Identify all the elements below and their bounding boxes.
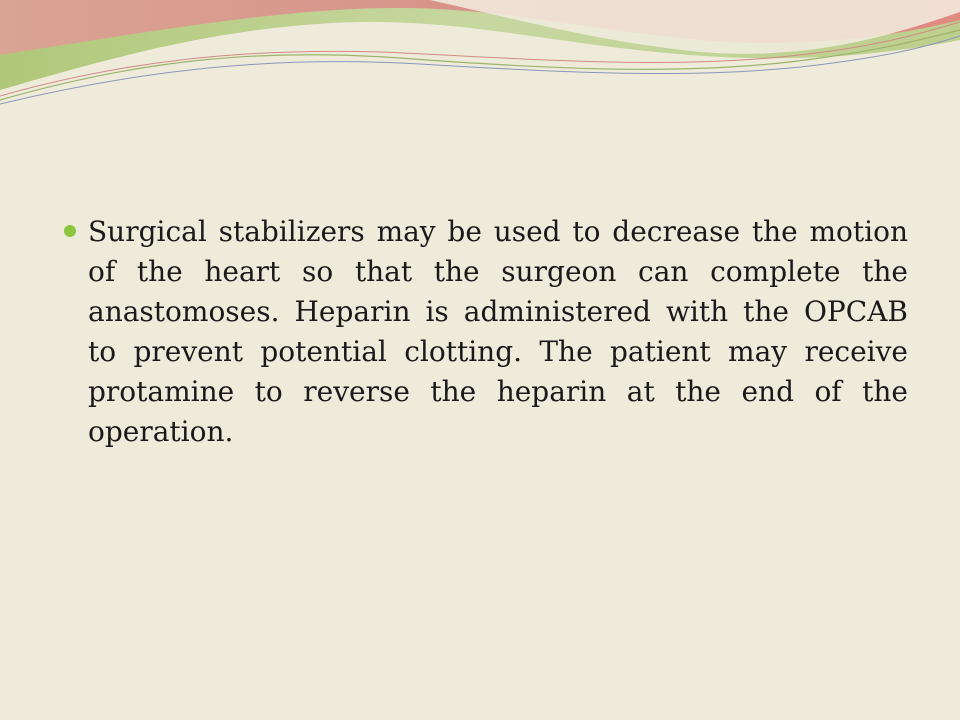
bullet-item xyxy=(60,212,908,452)
bullet-dot-icon xyxy=(64,225,76,237)
bullet-text: Surgical stabilizers may be used to decrease the motion of the heart so that the surgeon can complete the anastomoses. Heparin is administered with the OPCAB to prevent potential clotting. The patient may receive protamine to reverse the heparin at the end of the operation. xyxy=(88,215,908,448)
header-wave-decoration xyxy=(0,0,960,120)
content-area xyxy=(60,212,908,452)
